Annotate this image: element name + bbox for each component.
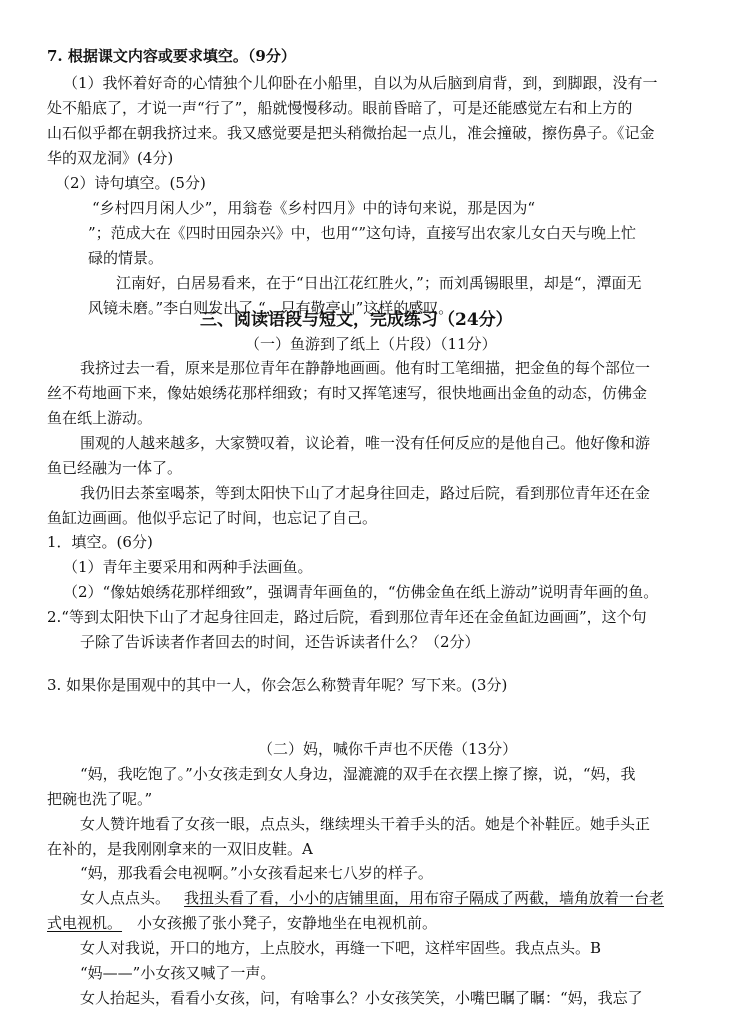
q7-p2-line: 风镜未磨。”李白则发出了 “，只有敬亭山”这样的感叹。 xyxy=(88,299,454,317)
passage-2-underlined-sentence: 式电视机。 xyxy=(47,914,123,932)
passage-1-line: 鱼在纸上游动。 xyxy=(47,409,153,427)
passage-1-line: 我挤过去一看，原来是那位青年在静静地画画。他有时工笔细描，把金鱼的每个部位一 xyxy=(80,359,651,377)
passage-1-question: 1．填空。(6分) xyxy=(47,533,153,551)
q7-p2-line: 江南好，白居易看来，在于“日出江花红胜火，”；而刘禹锡眼里，却是“，潭面无 xyxy=(116,274,642,292)
passage-2-line: 女人抬起头，看看小女孩，问，有啥事么？小女孩笑笑，小嘴巴瞩了瞩：“妈，我忘了 xyxy=(80,989,643,1007)
passage-1-question: （2）“像姑娘绣花那样细致”，强调青年画鱼的，“仿佛金鱼在纸上游动”说明青年画的鱼。 xyxy=(63,583,659,601)
passage-1-line: 鱼已经融为一体了。 xyxy=(47,459,183,477)
q7-p1-line: （1）我怀着好奇的心情独个儿仰卧在小船里，自以为从后脑到肩背，到，到脚跟，没有一 xyxy=(63,74,658,92)
q7-p2-line: “乡村四月闲人少”，用翁卷《乡村四月》中的诗句来说，那是因为“ xyxy=(92,199,536,217)
q7-p1-line: 山石似乎都在朝我挤过来。我又感觉要是把头稍微抬起一点儿，准会撞破，擦伤鼻子。《记金 xyxy=(47,124,655,142)
passage-2-line: “妈，那我看会电视啊。”小女孩看起来七八岁的样子。 xyxy=(80,864,433,882)
q7-p2-line: 碌的情景。 xyxy=(88,249,164,267)
passage-1-question: 2.“等到太阳快下山了才起身往回走，路过后院，看到那位青年还在金鱼缸边画画”，这个句 xyxy=(47,608,647,626)
passage-2-line: 在补的，是我刚刚拿来的一双旧皮鞋。A xyxy=(47,840,313,858)
passage-1-question: 子除了告诉读者作者回去的时间，还告诉读者什么？（2分） xyxy=(80,633,480,651)
passage-2-line: 女人对我说，开口的地方，上点胶水，再缝一下吧，这样牢固些。我点点头。B xyxy=(80,939,602,957)
passage-2-line: “妈，我吃饱了。”小女孩走到女人身边，湿漉漉的双手在衣摆上擦了擦，说，“妈，我 xyxy=(80,765,636,783)
passage-1-question: 3. 如果你是围观中的其中一人，你会怎么称赞青年呢？写下来。(3分) xyxy=(47,676,508,694)
passage-1-question: （1）青年主要采用和两种手法画鱼。 xyxy=(63,558,313,576)
q7-p2-line: ”；范成大在《四时田园杂兴》中，也用“”这句诗，直接写出农家儿女白天与晚上忙 xyxy=(88,224,637,242)
passage-1-title: （一）鱼游到了纸上（片段）（11分） xyxy=(245,335,497,353)
q7-p1-line: 华的双龙洞》(4分) xyxy=(47,149,174,167)
passage-2-underlined-sentence: 我扭头看了看，小小的店铺里面，用布帘子隔成了两截，墙角放着一台老 xyxy=(184,889,665,907)
q7-p1-line: 处不船底了，才说一声“行了”，船就慢慢移动。眼前昏暗了，可是还能感觉左右和上方的 xyxy=(47,99,633,117)
passage-2-line: “妈——”小女孩又喊了一声。 xyxy=(80,964,276,982)
section-3-title: 三、阅读语段与短文，完成练习（24分） xyxy=(200,310,513,330)
passage-2-line: 把碗也洗了呢。” xyxy=(47,790,153,808)
passage-2-title: （二）妈，喊你千声也不厌倦（13分） xyxy=(258,740,518,758)
passage-2-line: 女人点点头。 xyxy=(80,889,171,907)
question-7-title: 7. 根据课文内容或要求填空。（9分） xyxy=(47,47,296,65)
passage-2-line: 女人赞许地看了女孩一眼，点点头，继续埋头干着手头的活。她是个补鞋匠。她手头正 xyxy=(80,815,651,833)
passage-1-line: 鱼缸边画画。他似乎忘记了时间，也忘记了自己。 xyxy=(47,509,378,527)
passage-2-line: 小女孩搬了张小凳子，安静地坐在电视机前。 xyxy=(137,914,438,932)
passage-1-line: 我仍旧去茶室喝茶，等到太阳快下山了才起身往回走，路过后院，看到那位青年还在金 xyxy=(80,484,651,502)
passage-1-line: 丝不苟地画下来，像姑娘绣花那样细致；有时又挥笔速写，很快地画出金鱼的动态，仿佛金 xyxy=(47,384,648,402)
passage-1-line: 围观的人越来越多，大家赞叹着，议论着，唯一没有任何反应的是他自己。他好像和游 xyxy=(80,434,651,452)
q7-p2-head: （2）诗句填空。(5分) xyxy=(55,174,206,192)
